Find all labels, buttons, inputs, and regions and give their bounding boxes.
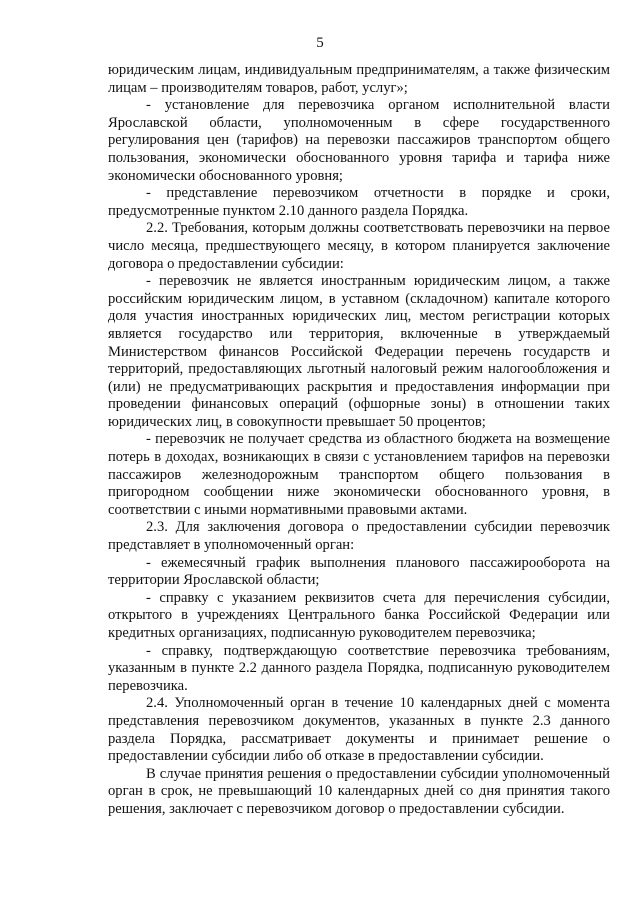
paragraph-section-2-2: 2.2. Требования, которым должны соответствовать перевозчики на первое число месяца, предшествующего месяцу, в котором планируется заключение договора о предоставлении субсидии:	[108, 220, 610, 272]
paragraph-compliance-item: - справку, подтверждающую соответствие перевозчика требованиям, указанным в пункте 2.2 данного раздела Порядка, подписанную руководителем перевозчика.	[108, 642, 610, 694]
paragraph-contract-decision: В случае принятия решения о предоставлении субсидии уполномоченный орган в срок, не превышающий 10 календарных дней со дня принятия такого решения, заключает с перевозчиком договор о предоставлении субсидии.	[108, 765, 610, 817]
paragraph-tariff-item: - установление для перевозчика органом исполнительной власти Ярославской области, уполномоченным в сфере государственного регулирования цен (тарифов) на перевозки пассажиров транспортом общего пользования, экономически обоснованного уровня тарифа и тарифа ниже экономически обоснованного уровня;	[108, 97, 610, 184]
paragraph-regional-budget-item: - перевозчик не получает средства из областного бюджета на возмещение потерь в доходах, возникающих в связи с установлением тарифов на перевозки пассажиров железнодорожным транспортом общего пользования в пригородном сообщении ниже экономически обоснованного уровня, в соответствии с иными нормативными правовыми актами.	[108, 431, 610, 518]
paragraph-section-2-3: 2.3. Для заключения договора о предоставлении субсидии перевозчик представляет в уполномоченный орган:	[108, 519, 610, 554]
paragraph-schedule-item: - ежемесячный график выполнения планового пассажирооборота на территории Ярославской области;	[108, 554, 610, 589]
paragraph-continuation: юридическим лицам, индивидуальным предпринимателям, а также физическим лицам – производителям товаров, работ, услуг»;	[108, 62, 610, 96]
page-number: 5	[316, 35, 324, 51]
paragraph-reporting-item: - представление перевозчиком отчетности в порядке и сроки, предусмотренные пунктом 2.10 данного раздела Порядка.	[108, 185, 610, 219]
paragraph-bank-account-item: - справку с указанием реквизитов счета для перечисления субсидии, открытого в учреждениях Центрального банка Российской Федерации или кредитных организациях, подписанную руководителем перевозчика;	[108, 589, 610, 641]
paragraph-foreign-entity-item: - перевозчик не является иностранным юридическим лицом, а также российским юридическим лицом, в уставном (складочном) капитале которого доля участия иностранных юридических лиц, местом регистрации которых является государство или территория, включенные в утверждаемый Министерством финансов Российской Федерации перечень государств и территорий, предоставляющих льготный налоговый режим налогообложения и (или) не предусматривающих раскрытия и предоставления информации при проведении финансовых операций (офшорные зоны) в отношении таких юридических лиц, в совокупности превышает 50 процентов;	[108, 273, 610, 430]
paragraph-section-2-4: 2.4. Уполномоченный орган в течение 10 календарных дней с момента представления перевозчиком документов, указанных в пункте 2.3 данного раздела Порядка, рассматривает документы и принимает решение о предоставлении субсидии либо об отказе в предоставлении субсидии.	[108, 695, 610, 765]
document-body	[108, 62, 610, 819]
